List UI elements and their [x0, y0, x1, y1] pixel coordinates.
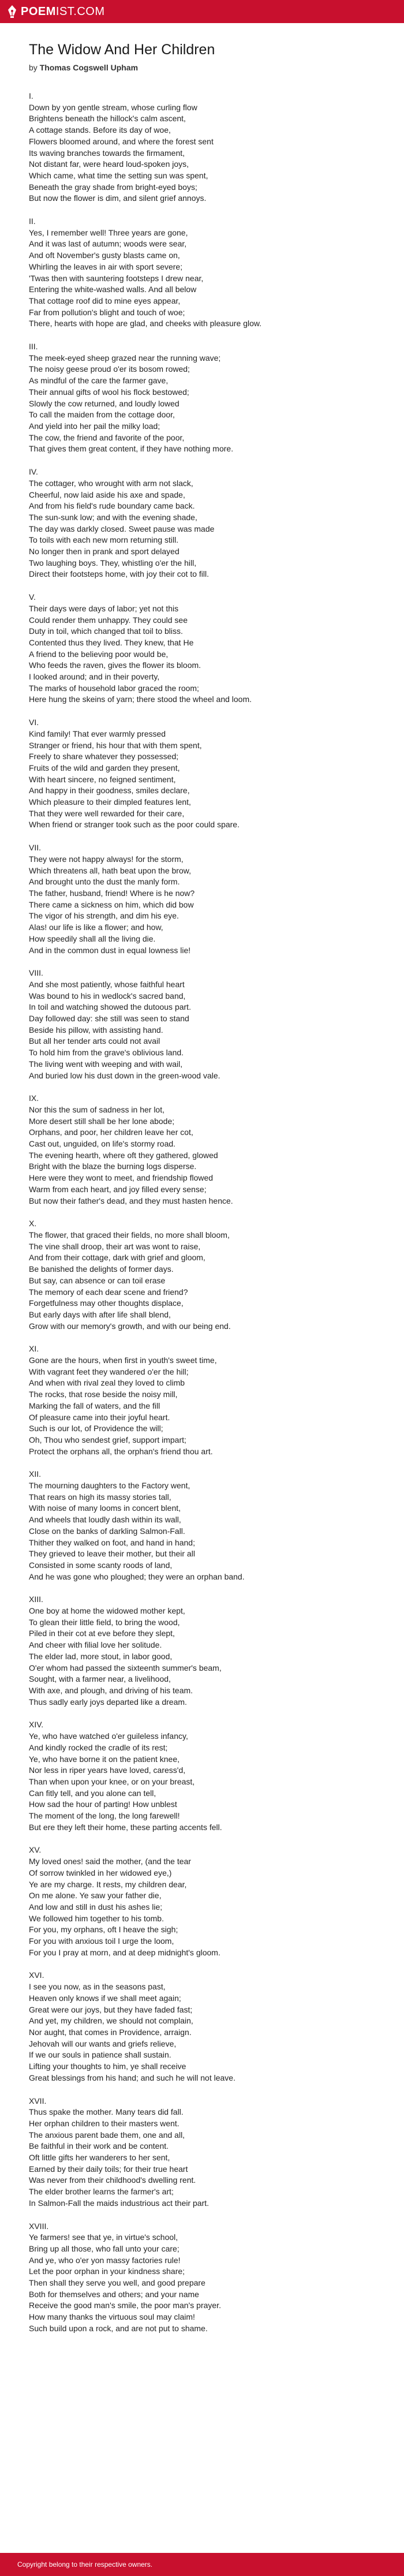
- poem-line: Which pleasure to their dimpled features lent,: [29, 797, 191, 807]
- poem-line: To hold him from the grave's oblivious land.: [29, 1048, 184, 1058]
- poem-line: Forgetfulness may other thoughts displace,: [29, 1298, 184, 1308]
- poem-line: And buried low his dust down in the green-wood vale.: [29, 1070, 220, 1080]
- poem-line: A friend to the believing poor would be,: [29, 649, 169, 659]
- poem-line: Piled in their cot at eve before they slept,: [29, 1629, 175, 1638]
- poem-line: Their days were days of labor; yet not this: [29, 603, 179, 613]
- poem-line: If we our souls in patience shall sustain.: [29, 2050, 171, 2060]
- poem-line: Down by yon gentle stream, whose curling flow: [29, 102, 197, 112]
- stanza-number: III.: [29, 342, 38, 352]
- stanza-number: VI.: [29, 718, 39, 727]
- poem-line: When friend or stranger took such as the poor could spare.: [29, 820, 240, 830]
- poem-line: No longer then in prank and sport delayed: [29, 547, 179, 557]
- poem-line: Be faithful in their work and be content.: [29, 2141, 169, 2151]
- copyright-text: Copyright belong to their respective owners.: [17, 2560, 153, 2568]
- poem-line: That cottage roof did to mine eyes appear,: [29, 296, 181, 305]
- poem-line: The sun-sunk low; and with the evening shade,: [29, 512, 197, 522]
- poem-line: And in the common dust in equal lowness lie!: [29, 945, 191, 955]
- poem-line: To toils with each new morn returning still.: [29, 535, 179, 545]
- poem-line: And wheels that loudly dash within its wall,: [29, 1515, 181, 1525]
- stanza-number: XIII.: [29, 1595, 43, 1604]
- poem-line: Which came, what time the setting sun was spent,: [29, 170, 208, 180]
- poem-line: Such build upon a rock, and are not put to shame.: [29, 2323, 208, 2333]
- poem-line: In Salmon-Fall the maids industrious act their part.: [29, 2198, 210, 2208]
- poem-line: Let the poor orphan in your kindness share;: [29, 2267, 185, 2276]
- stanza-number: I.: [29, 91, 33, 100]
- poem-line: There came a sickness on him, which did bow: [29, 899, 194, 909]
- poem-line: And brought unto the dust the manly form.: [29, 877, 180, 887]
- poem-line: Oft little gifts her wanderers to her sent,: [29, 2153, 170, 2163]
- poem-line: Earned by their daily toils; for their true heart: [29, 2164, 188, 2174]
- stanza-number: VII.: [29, 843, 42, 853]
- poem-line: For you with anxious toil I urge the loom,: [29, 1936, 174, 1946]
- poem-line: Their annual gifts of wool his flock bestowed;: [29, 387, 189, 397]
- logo-wordmark: [21, 5, 105, 18]
- poem-line: With noise of many looms in concert blent,: [29, 1503, 181, 1513]
- poem-line: Than when upon your knee, or on your breast,: [29, 1776, 195, 1786]
- poem-line: Whirling the leaves in air with sport severe;: [29, 262, 183, 271]
- poem-line: Two laughing boys. They, whistling o'er the hill,: [29, 558, 197, 568]
- poem-line: Its waving branches towards the firmament,: [29, 148, 185, 158]
- site-footer: [0, 2553, 404, 2576]
- poem-line: Direct their footsteps home, with joy their cot to fill.: [29, 569, 210, 579]
- poem-line: Entering the white-washed walls. And all below: [29, 285, 197, 294]
- stanza-number: IX.: [29, 1093, 39, 1103]
- pen-nib-icon: [7, 5, 17, 18]
- stanza-number: X.: [29, 1219, 37, 1229]
- poem-line: The elder brother learns the farmer's art;: [29, 2187, 174, 2197]
- poem-line: And from his field's rude boundary came back.: [29, 501, 195, 511]
- poem-line: How speedily shall all the living die.: [29, 934, 156, 943]
- stanza-number: XIV.: [29, 1720, 44, 1730]
- poem-line: Who feeds the raven, gives the flower its bloom.: [29, 660, 201, 670]
- stanza: [29, 842, 381, 956]
- poem-line: They were not happy always! for the storm,: [29, 854, 184, 864]
- poem-line: The cottager, who wrought with arm not slack,: [29, 478, 193, 488]
- stanza: [29, 2221, 381, 2335]
- poem-line: Nor this the sum of sadness in her lot,: [29, 1104, 164, 1114]
- poem-line: Sought, with a farmer near, a livelihood,: [29, 1674, 171, 1684]
- poem-line: The noisy geese proud o'er its bosom rowed;: [29, 364, 190, 374]
- poem-line: And happy in their goodness, smiles declare,: [29, 786, 190, 796]
- poem-line: Heaven only knows if we shall meet again;: [29, 1993, 181, 2003]
- poem-line: There, hearts with hope are glad, and cheeks with pleasure glow.: [29, 319, 262, 328]
- poem-line: Consisted in some scanty roods of land,: [29, 1560, 173, 1570]
- poem-line: They grieved to leave their mother, but their all: [29, 1549, 195, 1559]
- poem-line: Nor less in riper years have loved, caress'd,: [29, 1765, 186, 1775]
- poem-line: I looked around; and in their poverty,: [29, 672, 160, 682]
- poem-line: We followed him together to his tomb.: [29, 1913, 164, 1923]
- stanza: [29, 91, 381, 204]
- poem-content: [29, 42, 381, 2346]
- stanza: [29, 968, 381, 1081]
- poem-line: The vigor of his strength, and dim his eye.: [29, 911, 179, 921]
- poem-line: And cheer with filial love her solitude.: [29, 1640, 162, 1650]
- poem-line: Of sorrow twinkled in her widowed eye,): [29, 1868, 172, 1877]
- poem-line: The anxious parent bade them, one and all,: [29, 2130, 185, 2140]
- poem-line: And when with rival zeal they loved to climb: [29, 1378, 185, 1388]
- poem-line: As mindful of the care the farmer gave,: [29, 376, 169, 386]
- poem-line: Brightens beneath the hillock's calm ascent,: [29, 114, 186, 124]
- poem-line: Duty in toil, which changed that toil to bliss.: [29, 626, 183, 636]
- poem-line: The meek-eyed sheep grazed near the running wave;: [29, 353, 221, 363]
- poem-line: Lifting your thoughts to him, ye shall receive: [29, 2062, 186, 2071]
- poem-line: Ye are my charge. It rests, my children dear,: [29, 1879, 187, 1889]
- poem-line: The vine shall droop, their art was wont to raise,: [29, 1241, 201, 1251]
- logo-bold-text: POEM: [21, 5, 56, 18]
- poem-line: Orphans, and poor, her children leave her cot,: [29, 1128, 193, 1137]
- poem-line: Contented thus they lived. They knew, that He: [29, 637, 194, 647]
- stanza-number: XII.: [29, 1469, 42, 1479]
- poem-line: Fruits of the wild and garden they present,: [29, 763, 180, 772]
- poem-line: Both for themselves and others; and your name: [29, 2289, 199, 2299]
- poem-body: [29, 91, 381, 2335]
- poem-line: But say, can absence or can toil erase: [29, 1275, 166, 1285]
- poem-line: Can fitly tell, and you alone can tell,: [29, 1788, 156, 1798]
- stanza: [29, 1845, 381, 1958]
- poem-line: Cast out, unguided, on life's stormy road.: [29, 1139, 176, 1149]
- stanza-number: IV.: [29, 467, 38, 477]
- poem-line: Nor aught, that comes in Providence, arraign.: [29, 2027, 192, 2037]
- poem-line: Thither they walked on foot, and hand in hand;: [29, 1537, 195, 1547]
- poem-line: For you I pray at morn, and at deep midnight's gloom.: [29, 1947, 220, 1957]
- poem-line: Was bound to his in wedlock's sacred band,: [29, 991, 186, 1000]
- poem-line: Ye farmers! see that ye, in virtue's school,: [29, 2232, 178, 2242]
- poem-line: Far from pollution's blight and touch of woe;: [29, 307, 185, 317]
- poem-line: Thus sadly early joys departed like a dream.: [29, 1697, 187, 1707]
- poem-line: The moment of the long, the long farewell!: [29, 1811, 180, 1821]
- poem-line: To call the maiden from the cottage door,: [29, 410, 175, 420]
- poem-line: More desert still shall be her lone abode;: [29, 1116, 175, 1126]
- poem-line: Cheerful, now laid aside his axe and spade,: [29, 490, 185, 499]
- poem-line: Bright with the blaze the burning logs disperse.: [29, 1162, 197, 1171]
- poem-line: Close on the banks of darkling Salmon-Fall.: [29, 1526, 185, 1536]
- poem-line: Was never from their childhood's dwelling rent.: [29, 2175, 196, 2185]
- poem-line: The rocks, that rose beside the noisy mill,: [29, 1390, 178, 1399]
- poem-line: Bring up all those, who fall unto your care;: [29, 2243, 179, 2253]
- poem-line: Yes, I remember well! Three years are gone,: [29, 227, 188, 237]
- poem-line: Her orphan children to their masters went.: [29, 2118, 179, 2128]
- poem-line: Here were they wont to meet, and friendship flowed: [29, 1173, 214, 1183]
- stanza: [29, 1343, 381, 1457]
- stanza-number: II.: [29, 216, 36, 226]
- poem-line: The cow, the friend and favorite of the poor,: [29, 432, 185, 442]
- poem-line: And he was gone who ploughed; they were an orphan band.: [29, 1571, 245, 1581]
- poem-line: Freely to share whatever they possessed;: [29, 752, 179, 761]
- poem-line: But ere they left their home, these parting accents fell.: [29, 1822, 222, 1832]
- poem-line: Kind family! That ever warmly pressed: [29, 729, 166, 738]
- site-header: [0, 0, 404, 23]
- poem-line: And yet, my children, we should not complain,: [29, 2016, 193, 2026]
- poem-line: O'er whom had passed the sixteenth summer's beam,: [29, 1663, 222, 1672]
- poem-line: Such is our lot, of Providence the will;: [29, 1424, 163, 1433]
- poem-line: Ye, who have watched o'er guileless infancy,: [29, 1731, 188, 1741]
- stanza-number: XI.: [29, 1344, 39, 1354]
- logo-light-text: IST.COM: [55, 5, 105, 18]
- stanza: [29, 592, 381, 705]
- poem-line: And she most patiently, whose faithful heart: [29, 979, 185, 989]
- poem-title: The Widow And Her Children: [29, 42, 215, 58]
- stanza-number: XVI.: [29, 1970, 44, 1980]
- poem-line: Slowly the cow returned, and loudly lowed: [29, 398, 179, 408]
- poem-line: Beside his pillow, with assisting hand.: [29, 1025, 163, 1035]
- poem-line: But now their father's dead, and they must hasten hence.: [29, 1196, 233, 1205]
- poem-line: Grow with our memory's growth, and with our being end.: [29, 1321, 231, 1331]
- poem-line: Warm from each heart, and joy filled every sense;: [29, 1184, 207, 1194]
- poem-line: That rears on high its massy stories tall,: [29, 1492, 171, 1502]
- poem-line: The living went with weeping and with wail,: [29, 1059, 183, 1069]
- byline-prefix: by: [29, 63, 40, 72]
- site-logo[interactable]: [7, 5, 105, 18]
- stanza-number: XV.: [29, 1845, 42, 1855]
- stanza-number: V.: [29, 592, 36, 602]
- poem-line: And it was last of autumn; woods were sear,: [29, 239, 187, 249]
- stanza: [29, 717, 381, 831]
- stanza: [29, 1719, 381, 1833]
- poem-line: The marks of household labor graced the room;: [29, 683, 199, 693]
- poem-line: 'Twas then with sauntering footsteps I drew near,: [29, 273, 204, 283]
- poem-line: And kindly rocked the cradle of its rest;: [29, 1742, 168, 1752]
- poem-line: Great blessings from his hand; and such he will not leave.: [29, 2073, 235, 2082]
- poem-line: The memory of each dear scene and friend?: [29, 1287, 188, 1297]
- poem-line: Here hung the skeins of yarn; there stood the wheel and loom.: [29, 695, 252, 704]
- poem-line: And from their cottage, dark with grief and gloom,: [29, 1253, 205, 1263]
- poem-line: The evening hearth, where oft they gathered, glowed: [29, 1150, 218, 1160]
- poem-line: I see you now, as in the seasons past,: [29, 1982, 166, 1992]
- poem-line: Flowers bloomed around, and where the forest sent: [29, 136, 214, 146]
- poem-line: For you, my orphans, oft I heave the sigh;: [29, 1925, 178, 1935]
- poem-line: Great were our joys, but they have faded fast;: [29, 2004, 193, 2014]
- stanza: [29, 1594, 381, 1708]
- poem-line: How many thanks the virtuous soul may claim!: [29, 2312, 195, 2322]
- stanza-number: XVII.: [29, 2096, 47, 2105]
- stanza: [29, 2096, 381, 2209]
- poem-line: Protect the orphans all, the orphan's friend thou art.: [29, 1446, 213, 1456]
- poem-line: Jehovah will our wants and griefs relieve,: [29, 2039, 177, 2048]
- poem-line: And low and still in dust his ashes lie;: [29, 1902, 163, 1912]
- stanza-number: VIII.: [29, 968, 43, 978]
- author-name: Thomas Cogswell Upham: [39, 63, 139, 72]
- poem-line: Ye, who have borne it on the patient knee,: [29, 1754, 180, 1764]
- poem-line: Not distant far, were heard loud-spoken joys,: [29, 159, 189, 169]
- stanza: [29, 466, 381, 580]
- poem-line: With heart sincere, no feigned sentiment,: [29, 774, 176, 784]
- poem-line: That they were well rewarded for their care,: [29, 808, 185, 818]
- poem-line: Be banished the delights of former days.: [29, 1264, 174, 1274]
- poem-line: My loved ones! said the mother, (and the tear: [29, 1857, 191, 1866]
- poem-line: Oh, Thou who sendest grief, support impart;: [29, 1435, 186, 1444]
- stanza: [29, 1218, 381, 1332]
- poem-line: But all her tender arts could not avail: [29, 1036, 160, 1046]
- stanza: [29, 1093, 381, 1207]
- poem-line: And oft November's gusty blasts came on,: [29, 251, 180, 260]
- poem-line: Which threatens all, hath beat upon the brow,: [29, 865, 191, 875]
- byline: [29, 63, 381, 72]
- poem-line: On me alone. Ye saw your father die,: [29, 1891, 162, 1901]
- stanza: [29, 341, 381, 455]
- poem-line: Alas! our life is like a flower; and how,: [29, 923, 163, 932]
- poem-line: Day followed day: she still was seen to stand: [29, 1014, 189, 1024]
- poem-line: The father, husband, friend! Where is he now?: [29, 888, 195, 898]
- poem-line: Could render them unhappy. They could see: [29, 615, 188, 625]
- poem-line: But early days with after life shall blend,: [29, 1309, 171, 1319]
- poem-line: Marking the fall of waters, and the fill: [29, 1401, 160, 1410]
- poem-line: Beneath the gray shade from bright-eyed boys;: [29, 182, 197, 192]
- poem-line: The elder lad, more stout, in labor good,: [29, 1651, 173, 1661]
- poem-line: Gone are the hours, when first in youth's sweet time,: [29, 1356, 217, 1365]
- poem-line: In toil and watching showed the dutoous part.: [29, 1002, 191, 1012]
- poem-line: To glean their little field, to bring the wood,: [29, 1617, 180, 1627]
- stanza: [29, 1469, 381, 1582]
- poem-line: The mourning daughters to the Factory went,: [29, 1481, 190, 1491]
- poem-line: How sad the hour of parting! How unblest: [29, 1800, 177, 1809]
- poem-line: The flower, that graced their fields, no more shall bloom,: [29, 1230, 230, 1240]
- stanza: [29, 1970, 381, 2084]
- poem-line: Thus spake the mother. Many tears did fall.: [29, 2107, 184, 2117]
- poem-line: The day was darkly closed. Sweet pause was made: [29, 524, 215, 533]
- poem-line: Stranger or friend, his hour that with them spent,: [29, 740, 202, 750]
- stanza-number: XVIII.: [29, 2221, 49, 2231]
- poem-line: That gives them great content, if they have nothing more.: [29, 444, 234, 454]
- poem-line: One boy at home the widowed mother kept,: [29, 1606, 185, 1616]
- poem-line: And yield into her pail the milky load;: [29, 421, 160, 431]
- poem-line: And ye, who o'er yon massy factories rule!: [29, 2255, 181, 2265]
- poem-line: But now the flower is dim, and silent grief annoys.: [29, 193, 207, 203]
- stanza: [29, 216, 381, 330]
- poem-line: With axe, and plough, and driving of his team.: [29, 1686, 193, 1695]
- poem-line: Receive the good man's smile, the poor man's prayer.: [29, 2301, 221, 2310]
- poem-line: Of pleasure came into their joyful heart.: [29, 1412, 170, 1422]
- poem-line: Then shall they serve you well, and good prepare: [29, 2278, 205, 2288]
- poem-line: A cottage stands. Before its day of woe,: [29, 125, 171, 135]
- poem-line: With vagrant feet they wandered o'er the hill;: [29, 1367, 189, 1376]
